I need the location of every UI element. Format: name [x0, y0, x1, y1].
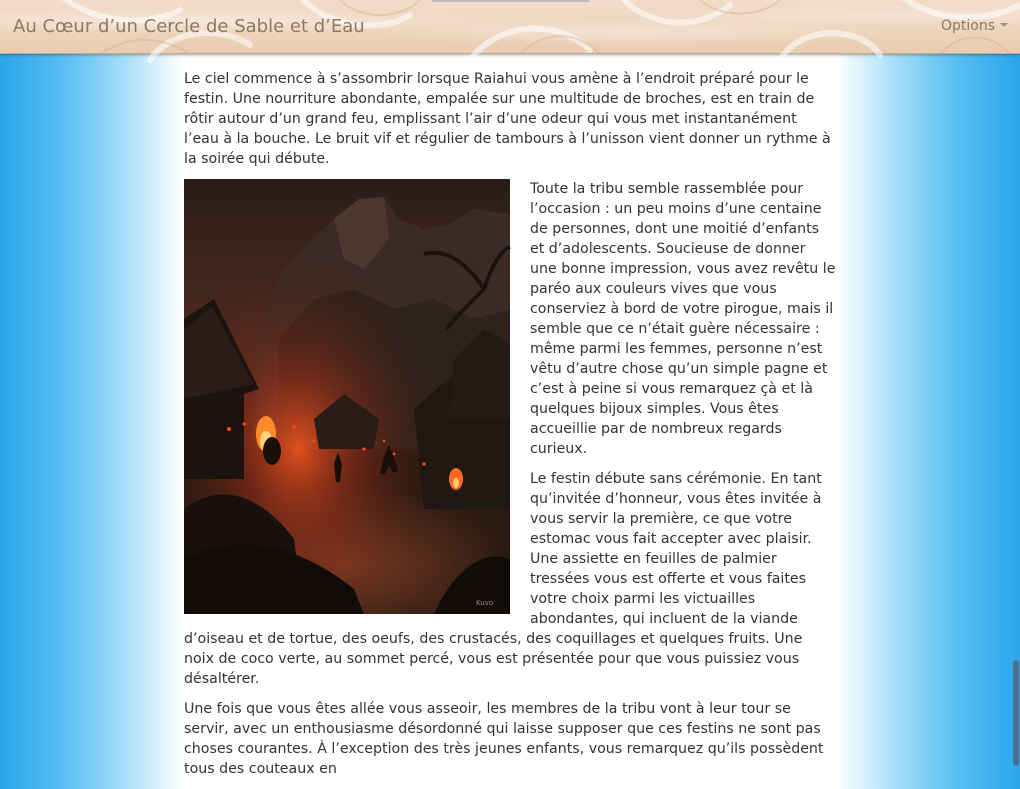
header-bar — [0, 0, 1020, 54]
story-paragraph: Le festin débute sans cérémonie. En tant qu’invitée d’honneur, vous êtes invitée à vous servir la première, ce que votre estomac vous fait accepter avec plaisir. Une assiette en feuilles de palmier tressées vous est offerte et vous faites votre choix parmi les victuailles abondantes, qui incluent de la viande d’oiseau et de tortue, des oeufs, des crustacés, des coquillages et quelques fruits. Une noix de coco verte, au sommet percé, vous est présentée pour que vous puissiez vous désaltérer. — [184, 471, 822, 687]
story-paragraph: Toute la tribu semble rassemblée pour l’occasion : un peu moins d’une centaine de personnes, dont une moitié d’enfants et d’adolescents. Soucieuse de donner une bonne impression, vous avez revêtu le paréo aux couleurs vives que vous conserviez à bord de votre pirogue, mais il semble que ce n’était guère nécessaire : même parmi les femmes, personne n’est vêtu d’autre chose qu’un simple pagne et c’est à peine si vous remarquez çà et là quelques bijoux simples. Vous êtes accueillie par de nombreux regards curieux. — [530, 181, 836, 457]
story-content — [184, 69, 836, 789]
options-menu-button[interactable] — [941, 18, 1008, 34]
options-label: Options — [940, 18, 995, 34]
artist-signature: Kuvo — [476, 599, 494, 607]
scrollbar-track[interactable] — [1012, 54, 1020, 712]
story-paragraph: Le ciel commence à s’assombrir lorsque Raiahui vous amène à l’endroit préparé pour le festin. Une nourriture abondante, empalée sur une multitude de broches, est en train de rôtir autour d’un grand feu, emplissant l’air d’une odeur qui vous met instantanément l’eau à la bouche. Le bruit vif et régulier de tambours à l’unisson vient donner un rythme à la soirée qui débute. — [184, 71, 831, 167]
caret-down-icon — [1000, 23, 1008, 27]
story-paragraph: Une fois que vous êtes allée vous asseoir, les membres de la tribu vont à leur tour se servir, avec un enthousiasme désordonné qui laisse supposer que ces festins ne sont pas choses courantes. À l’exception des très jeunes enfants, vous remarquez qu’ils possèdent tous des couteaux en — [184, 701, 824, 777]
app-title: Au Cœur d’un Cercle de Sable et d’Eau — [13, 16, 365, 37]
window-top-strip — [432, 0, 590, 2]
scrollbar-thumb[interactable] — [1013, 660, 1019, 766]
feast-illustration — [184, 179, 510, 614]
